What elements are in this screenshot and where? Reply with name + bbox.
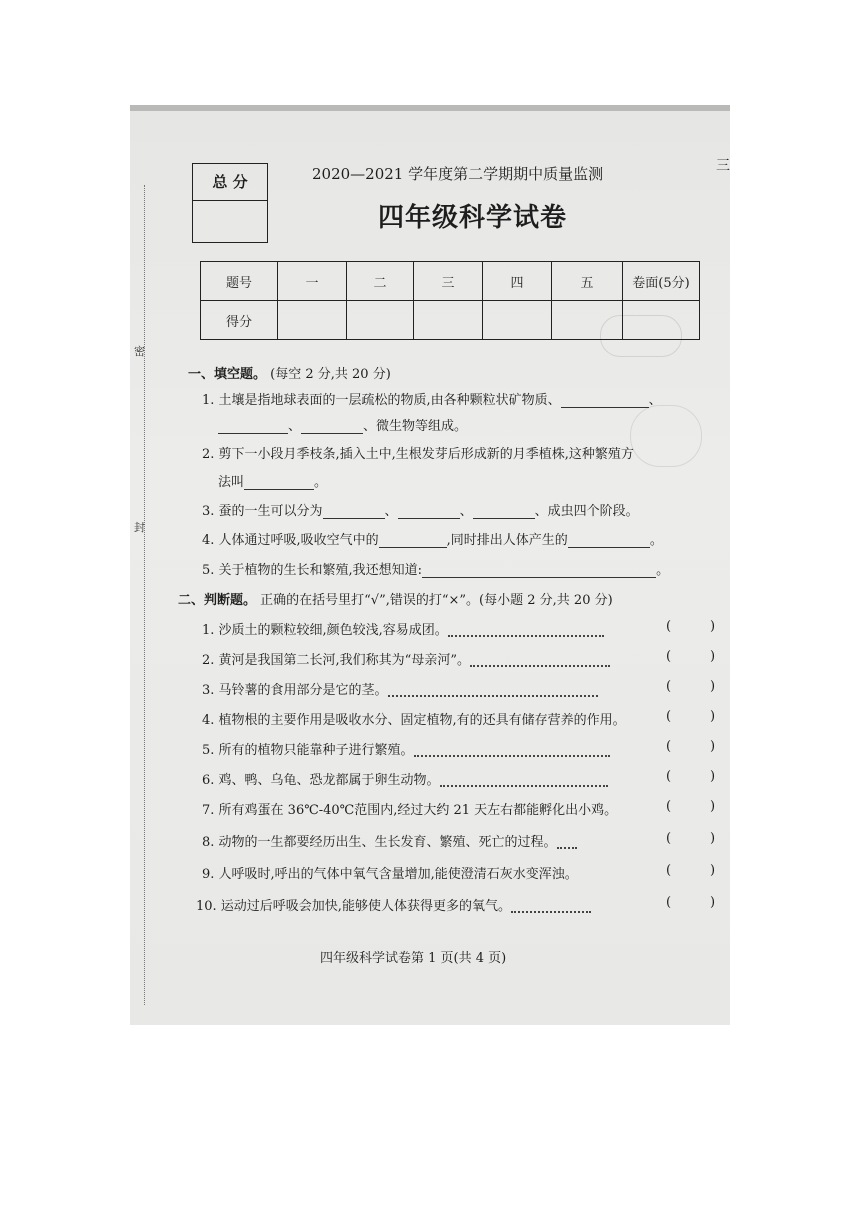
answer-blank[interactable] [301,419,363,434]
question-text: 4. 人体通过呼吸,吸收空气中的 [202,533,379,548]
question-text: 3. 蚕的一生可以分为 [202,504,323,519]
question-text: 、 [288,419,302,434]
judge-item [202,649,610,668]
answer-paren-close[interactable]: ) [710,831,716,846]
answer-paren-open[interactable]: ( [666,739,672,754]
leader-dots [470,655,610,667]
answer-paren-open[interactable]: ( [666,831,672,846]
judge-item-text: 2. 黄河是我国第二长河,我们称其为“母亲河”。 [202,653,470,668]
section1-heading [188,363,391,382]
answer-paren-close[interactable]: ) [710,863,716,878]
question [202,500,639,519]
leader-dots [448,625,604,637]
answer-blank[interactable] [568,533,650,548]
score-table [200,261,700,340]
question-text: 、微生物等组成。 [363,419,468,434]
score-cell[interactable] [552,301,623,340]
answer-blank[interactable] [379,533,447,548]
score-header: 三 [414,262,483,301]
question-text: 、 [648,393,662,408]
leader-dots [414,745,610,757]
total-score-box [192,163,268,243]
section2-note: 正确的在括号里打“√”,错误的打“×”。(每小题 2 分,共 20 分) [260,593,613,608]
question-text: 。 [656,563,670,578]
judge-item [202,799,617,818]
page-footer: 四年级科学试卷第 1 页(共 4 页) [320,951,507,966]
total-score-label: 总 分 [193,164,267,201]
question-text: 2. 剪下一小段月季枝条,插入土中,生根发芽后形成新的月季植株,这种繁殖方 [202,447,634,462]
section1-title: 一、填空题。 [188,367,267,382]
side-mark: 三 [716,158,730,174]
judge-item [196,895,591,914]
exam-title: 四年级科学试卷 [378,203,568,233]
question-text: 5. 关于植物的生长和繁殖,我还想知道: [202,563,423,578]
answer-blank[interactable] [422,563,656,578]
bleed-through [630,405,702,467]
score-cell[interactable] [623,301,700,340]
exam-photo [130,105,730,1025]
answer-paren-close[interactable]: ) [710,769,716,784]
leader-dots [388,685,598,697]
judge-item [202,709,626,728]
score-cell[interactable] [278,301,347,340]
judge-item [202,679,598,698]
question-text: 、 [384,504,398,519]
judge-item [202,769,608,788]
question [202,559,669,578]
answer-blank[interactable] [398,504,460,519]
answer-paren-open[interactable]: ( [666,679,672,694]
answer-paren-close[interactable]: ) [710,619,716,634]
answer-paren-open[interactable]: ( [666,863,672,878]
judge-item-text: 9. 人呼吸时,呼出的气体中氧气含量增加,能使澄清石灰水变浑浊。 [202,867,578,882]
leader-dots [511,901,591,913]
question [218,415,467,434]
answer-paren-open[interactable]: ( [666,799,672,814]
answer-paren-open[interactable]: ( [666,709,672,724]
judge-item-text: 5. 所有的植物只能靠种子进行繁殖。 [202,743,414,758]
answer-blank[interactable] [561,393,649,408]
section2-heading [178,589,613,608]
answer-paren-close[interactable]: ) [710,895,716,910]
answer-paren-close[interactable]: ) [710,799,716,814]
question [202,389,662,408]
judge-item-text: 3. 马铃薯的食用部分是它的茎。 [202,683,388,698]
section1-note: (每空 2 分,共 20 分) [270,367,391,382]
judge-item-text: 7. 所有鸡蛋在 36℃-40℃范围内,经过大约 21 天左右都能孵化出小鸡。 [202,803,618,818]
question-text: 、成虫四个阶段。 [534,504,639,519]
question [202,529,663,548]
answer-paren-open[interactable]: ( [666,619,672,634]
question [218,471,327,490]
section2-title: 二、判断题。 [178,593,257,608]
answer-paren-close[interactable]: ) [710,739,716,754]
judge-item [202,619,604,638]
answer-paren-open[interactable]: ( [666,769,672,784]
question-text: 。 [649,533,663,548]
answer-paren-open[interactable]: ( [666,649,672,664]
question-text: 、 [459,504,473,519]
score-row-label: 得分 [201,301,278,340]
leader-dots [440,775,608,787]
score-cell[interactable] [483,301,552,340]
judge-item [202,739,610,758]
judge-item [202,831,577,850]
judge-item-text: 10. 运动过后呼吸会加快,能够使人体获得更多的氧气。 [196,899,511,914]
score-header: 二 [347,262,414,301]
seal-mark: 密 [134,345,145,358]
score-header: 五 [552,262,623,301]
judge-item-text: 6. 鸡、鸭、乌龟、恐龙都属于卵生动物。 [202,773,440,788]
exam-subtitle: 2020—2021 学年度第二学期期中质量监测 [312,165,604,183]
question [202,443,634,462]
judge-item-text: 4. 植物根的主要作用是吸收水分、固定植物,有的还具有储存营养的作用。 [202,713,626,728]
score-header: 一 [278,262,347,301]
score-header: 四 [483,262,552,301]
question-text: 1. 土壤是指地球表面的一层疏松的物质,由各种颗粒状矿物质、 [202,393,561,408]
score-cell[interactable] [414,301,483,340]
score-cell[interactable] [347,301,414,340]
answer-paren-open[interactable]: ( [666,895,672,910]
judge-item [202,863,578,882]
question-text: ,同时排出人体产生的 [446,533,568,548]
photo-edge [130,105,730,111]
answer-blank[interactable] [244,475,314,490]
question-text: 法叫 [218,475,245,490]
leader-dots [557,837,577,849]
answer-paren-close[interactable]: ) [710,709,716,724]
answer-paren-close[interactable]: ) [710,679,716,694]
question-text: 。 [314,475,328,490]
judge-item-text: 1. 沙质土的颗粒较细,颜色较浅,容易成团。 [202,623,448,638]
judge-item-text: 8. 动物的一生都要经历出生、生长发育、繁殖、死亡的过程。 [202,835,557,850]
seal-mark: 封 [134,521,145,534]
binding-line [144,185,145,1005]
score-header: 卷面(5分) [623,262,700,301]
answer-blank[interactable] [323,504,385,519]
score-header: 题号 [201,262,278,301]
answer-blank[interactable] [218,419,288,434]
answer-blank[interactable] [473,504,535,519]
answer-paren-close[interactable]: ) [710,649,716,664]
